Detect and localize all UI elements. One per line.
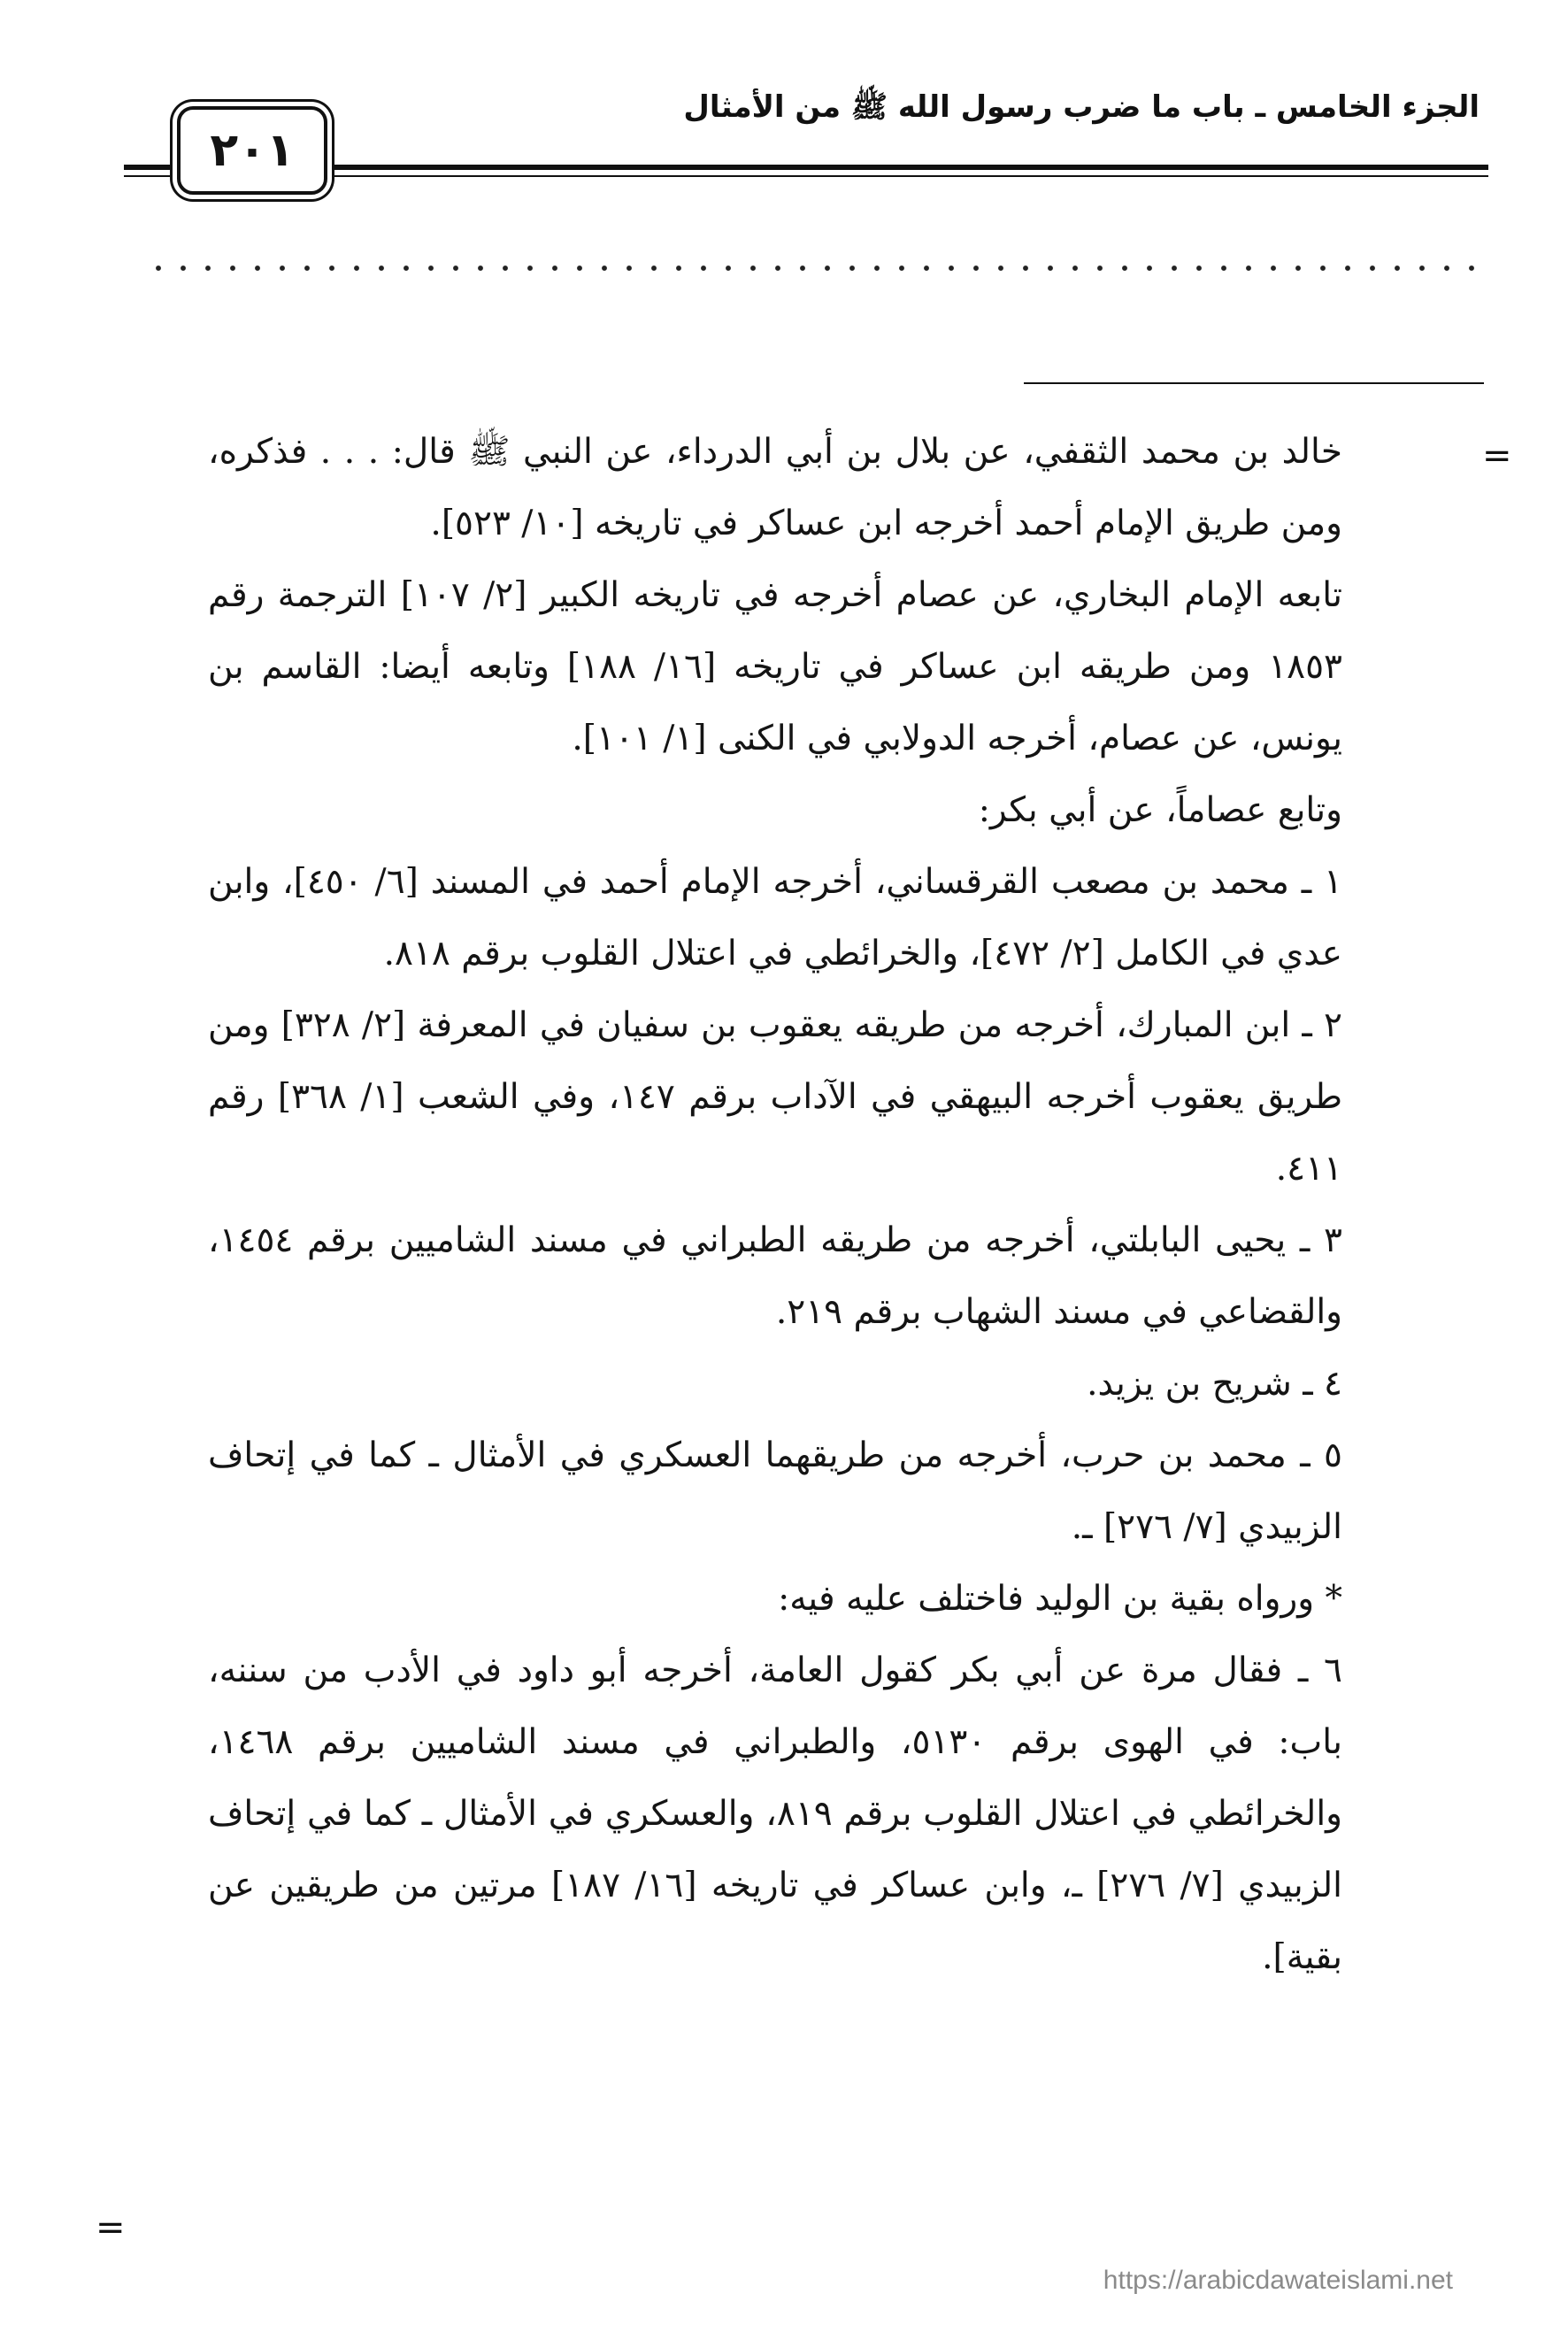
page-number-badge xyxy=(177,106,327,195)
paragraph-5: ٢ ـ ابن المبارك، أخرجه من طريقه يعقوب بن سفيان في المعرفة [٢/ ٣٢٨] ومن طريق يعقوب أخرجه البيهقي في الآداب برقم ١٤٧، وفي الشعب [١/ ٣٦٨] رقم ٤١١. xyxy=(208,1005,1342,1189)
paragraph-3: وتابع عصاماً، عن أبي بكر: xyxy=(978,790,1342,830)
footnote-rule xyxy=(1024,382,1484,384)
dotted-separator xyxy=(146,264,1475,273)
paragraph-9: * ورواه بقية بن الوليد فاختلف عليه فيه: xyxy=(778,1579,1342,1619)
watermark-url[interactable]: https://arabicdawateislami.net xyxy=(1103,2266,1453,2295)
continuation-marker-bottom: = xyxy=(96,2207,126,2248)
header-rule-thin xyxy=(124,175,1488,177)
footnote-body xyxy=(208,416,1342,1993)
header-title: الجزء الخامس ـ باب ما ضرب رسول الله ﷺ من الأمثال xyxy=(683,89,1480,125)
paragraph-2: تابعه الإمام البخاري، عن عصام أخرجه في تاريخه الكبير [٢/ ١٠٧] الترجمة رقم ١٨٥٣ ومن طريقه ابن عساكر في تاريخه [١٦/ ١٨٨] وتابعه أيضا: القاسم بن يونس، عن عصام، أخرجه الدولابي في الكنى [١/ ١٠١]. xyxy=(208,575,1342,758)
header-rule-thick xyxy=(124,165,1488,170)
paragraph-8: ٥ ـ محمد بن حرب، أخرجه من طريقهما العسكري في الأمثال ـ كما في إتحاف الزبيدي [٧/ ٢٧٦] ـ. xyxy=(208,1435,1342,1547)
page-number: ٢٠١ xyxy=(210,124,295,177)
paragraph-7: ٤ ـ شريح بن يزيد. xyxy=(1087,1364,1342,1404)
paragraph-1: خالد بن محمد الثقفي، عن بلال بن أبي الدرداء، عن النبي ﷺ قال: . . . فذكره، ومن طريق الإمام أحمد أخرجه ابن عساكر في تاريخه [١٠/ ٥٢٣]. xyxy=(208,432,1342,543)
paragraph-6: ٣ ـ يحيى البابلتي، أخرجه من طريقه الطبراني في مسند الشاميين برقم ١٤٥٤، والقضاعي في مسند الشهاب برقم ٢١٩. xyxy=(208,1220,1342,1332)
continuation-marker-top: = xyxy=(1482,435,1512,476)
paragraph-4: ١ ـ محمد بن مصعب القرقساني، أخرجه الإمام أحمد في المسند [٦/ ٤٥٠]، وابن عدي في الكامل [٢/ ٤٧٢]، والخرائطي في اعتلال القلوب برقم ٨١٨. xyxy=(208,862,1342,974)
paragraph-10: ٦ ـ فقال مرة عن أبي بكر كقول العامة، أخرجه أبو داود في الأدب من سننه، باب: في الهوى برقم ٥١٣٠، والطبراني في مسند الشاميين برقم ١٤٦٨، والخرائطي في اعتلال القلوب برقم ٨١٩، والعسكري في الأمثال ـ كما في إتحاف الزبيدي [٧/ ٢٧٦] ـ، وابن عساكر في تاريخه [١٦/ ١٨٧] مرتين من طريقين عن بقية]. xyxy=(208,1651,1343,1977)
